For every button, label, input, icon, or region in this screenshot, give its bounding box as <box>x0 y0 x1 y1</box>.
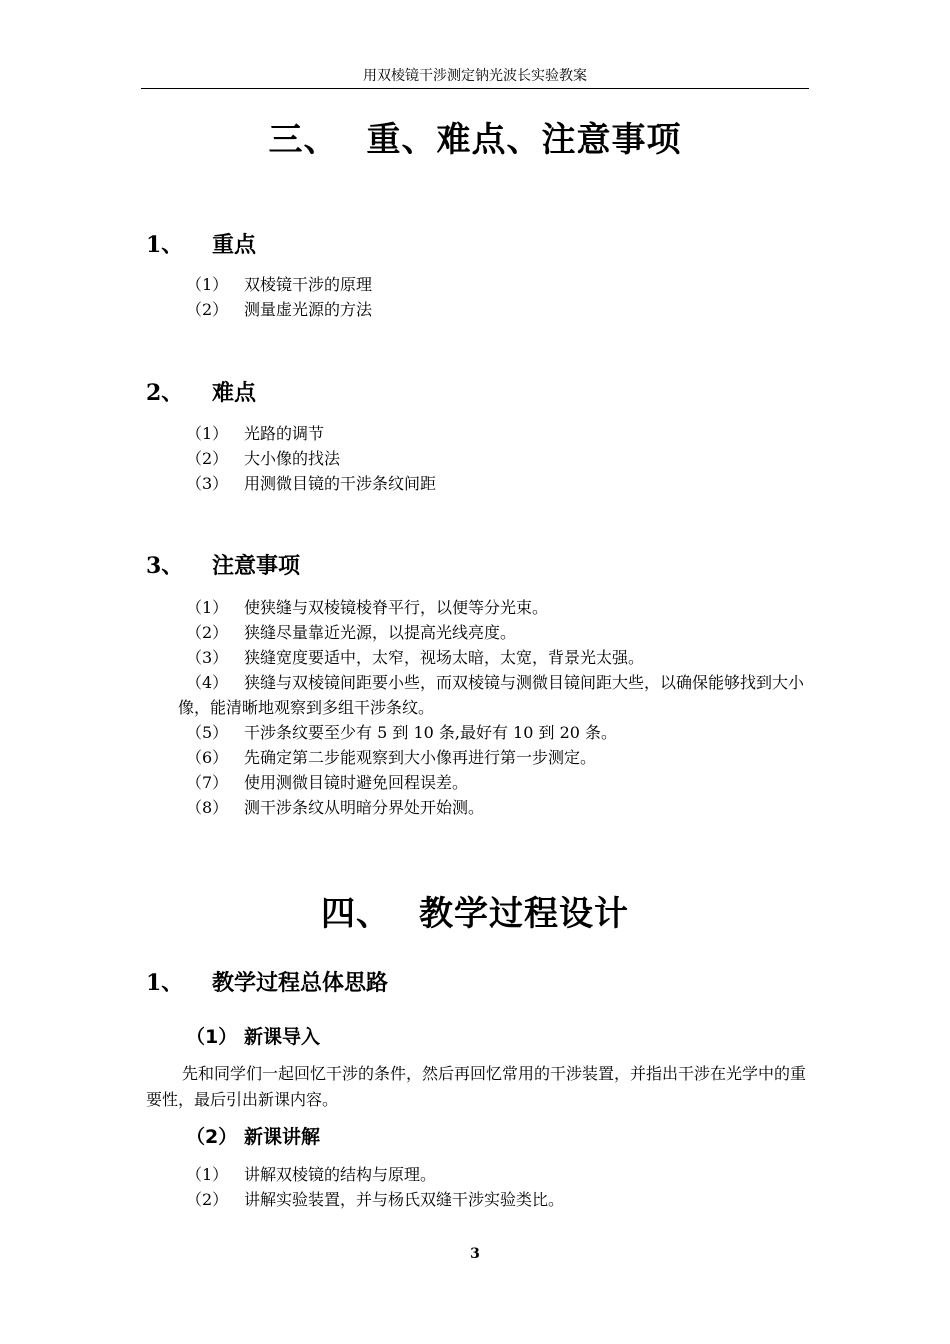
section-title: 教学过程设计 <box>419 894 629 934</box>
list-item: （1） 使狭缝与双棱镜棱脊平行，以便等分光束。 <box>186 598 549 617</box>
subsection-title: 教学过程总体思路 <box>212 971 389 996</box>
list-item: （2） 测量虚光源的方法 <box>186 300 373 319</box>
list-item: （4） 狭缝与双棱镜间距要小些，而双棱镜与测微目镜间距大些，以确保能够找到大小像，能清晰地观察到多组干涉条纹。 <box>178 673 805 717</box>
part-heading-introduction <box>186 1022 320 1052</box>
list-item: （2） 狭缝尽量靠近光源，以提高光线亮度。 <box>186 623 517 642</box>
difficulties-list <box>178 421 810 496</box>
section-number: 四、 <box>321 894 391 934</box>
list-item: （5） 干涉条纹要至少有 5 到 10 条,最好有 10 到 20 条。 <box>186 723 618 742</box>
key-points-list <box>178 272 810 322</box>
part-number: （2） <box>186 1126 238 1148</box>
subsection-heading-key-points <box>146 228 256 262</box>
subsection-number: 2、 <box>146 380 184 406</box>
subsection-title: 注意事项 <box>212 554 301 579</box>
precautions-list <box>178 595 810 820</box>
subsection-heading-teaching-outline <box>146 966 388 1000</box>
subsection-heading-precautions <box>146 549 300 583</box>
subsection-number: 1、 <box>146 970 184 996</box>
section-4-heading <box>0 892 950 936</box>
list-item: （8） 测干涉条纹从明暗分界处开始测。 <box>186 798 485 817</box>
new-lesson-list <box>178 1162 810 1212</box>
list-item: （6） 先确定第二步能观察到大小像再进行第一步测定。 <box>186 748 597 767</box>
list-item: （7） 使用测微目镜时避免回程误差。 <box>186 773 469 792</box>
list-item: （1） 讲解双棱镜的结构与原理。 <box>186 1165 437 1184</box>
list-item: （2） 大小像的找法 <box>186 449 341 468</box>
subsection-title: 难点 <box>212 381 257 406</box>
part-number: （1） <box>186 1026 238 1048</box>
section-number: 三、 <box>268 120 339 160</box>
list-item: （2） 讲解实验装置，并与杨氏双缝干涉实验类比。 <box>186 1190 565 1209</box>
part-title: 新课导入 <box>244 1026 321 1048</box>
part-heading-new-lesson <box>186 1122 320 1152</box>
list-item: （1） 光路的调节 <box>186 424 325 443</box>
page-number: 3 <box>470 1246 480 1262</box>
subsection-number: 1、 <box>146 232 184 258</box>
subsection-title: 重点 <box>212 233 257 258</box>
list-item: （1） 双棱镜干涉的原理 <box>186 275 373 294</box>
section-title: 重、难点、注意事项 <box>366 120 682 160</box>
list-item: （3） 狭缝宽度要适中，太窄，视场太暗，太宽，背景光太强。 <box>186 648 645 667</box>
running-header: 用双棱镜干涉测定钠光波长实验教案 <box>141 64 809 89</box>
section-3-heading <box>0 118 950 162</box>
list-item: （3） 用测微目镜的干涉条纹间距 <box>186 474 437 493</box>
part-title: 新课讲解 <box>244 1126 321 1148</box>
subsection-number: 3、 <box>146 553 184 579</box>
subsection-heading-difficulties <box>146 376 256 410</box>
introduction-paragraph: 先和同学们一起回忆干涉的条件，然后再回忆常用的干涉装置，并指出干涉在光学中的重要性，最后引出新课内容。 <box>146 1064 807 1109</box>
